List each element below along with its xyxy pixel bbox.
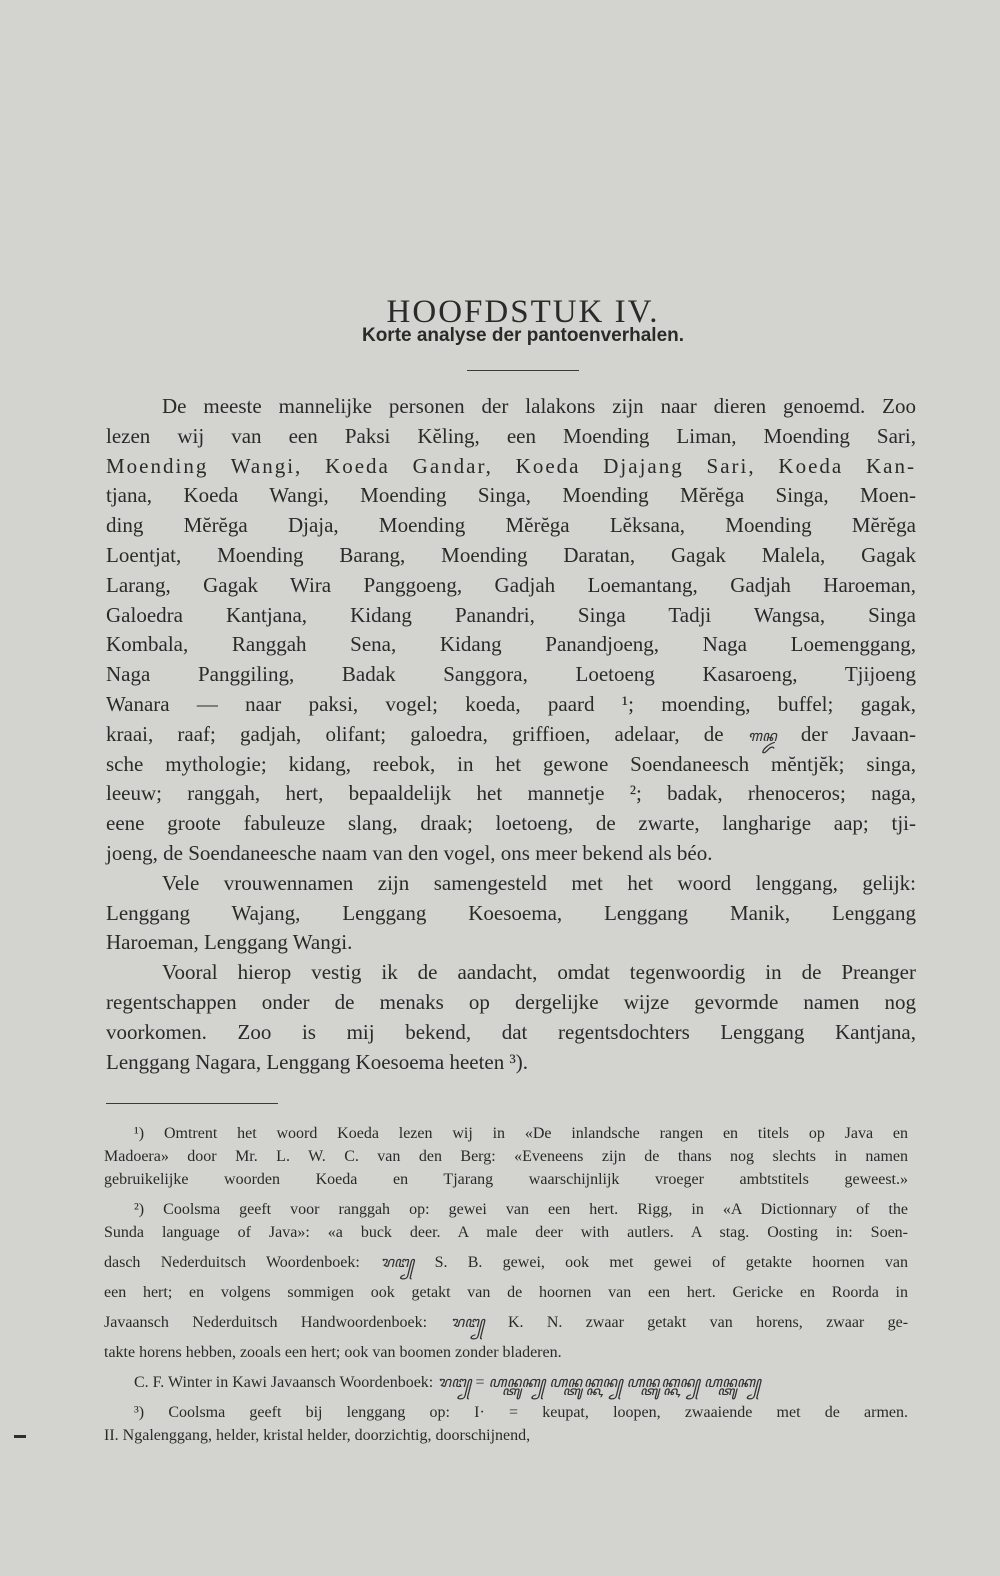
javanese-script: ꦲꦤ꧀ꦠꦸꦏ꧀ ꦲꦤ꧀ꦠꦸꦏ꧀ꦏꦤ꧀ ꦲꦤ꧀ꦠꦸꦏ꧀ꦏꦤ꧀ ꦲꦤ꧀ꦠꦸꦏ꧀ — [488, 1375, 761, 1391]
chapter-subtitle: Korte analyse der pantoenverhalen. — [361, 325, 685, 346]
text-line: Vele vrouwennamen zijn samengesteld met het woord lenggang, gelijk: — [162, 870, 916, 895]
text-line: sche mythologie; kidang, reebok, in het gewone Soendaneesch mĕntjĕk; singa, — [106, 751, 916, 776]
margin-mark — [14, 1435, 26, 1438]
footnote-line: gebruikelijke woorden Koeda en Tjarang waarschijnlijk vroeger ambtstitels geweest.» — [104, 1171, 908, 1188]
text-line: Loentjat, Moending Barang, Moending Daratan, Gagak Malela, Gagak — [106, 542, 916, 567]
text-line: lezen wij van een Paksi Kĕling, een Moending Liman, Moending Sari, — [106, 423, 916, 448]
text-segment: dasch Nederduitsch Woordenboek: — [104, 1254, 360, 1271]
text-segment: C. F. Winter in Kawi Javaansch Woordenboek: — [134, 1374, 434, 1391]
javanese-script: ꦒꦤ꧀ꦢ — [747, 728, 777, 745]
text-segment: der Javaan- — [800, 721, 917, 746]
text-line: Moending Wangi, Koeda Gandar, Koeda Djajang Sari, Koeda Kan- — [106, 453, 916, 478]
chapter-title: HOOFDSTUK IV. — [386, 294, 660, 331]
footnotes — [104, 1122, 908, 1447]
footnote-line: Madoera» door Mr. L. W. C. van den Berg: «Eveneens zijn de thans nog slechts in namen — [104, 1148, 908, 1165]
footnote-line: ³) Coolsma geeft bij lenggang op: I· = keupat, loopen, zwaaiende met de armen. — [134, 1404, 908, 1421]
body-text — [106, 392, 916, 1077]
footnote-line — [104, 1311, 908, 1334]
text-line: Wanara — naar paksi, vogel; koeda, paard ¹; moending, buffel; gagak, — [106, 691, 916, 716]
text-line: tjana, Koeda Wangi, Moending Singa, Moending Mĕrĕga Singa, Moen- — [106, 483, 916, 508]
footnote-line: takte horens hebben, zooals een hert; ook van boomen zonder bladeren. — [104, 1344, 562, 1361]
footnote-line — [104, 1371, 908, 1394]
text-segment: = — [475, 1374, 485, 1391]
text-line — [106, 720, 916, 750]
text-line: Lenggang Wajang, Lenggang Koesoema, Lenggang Manik, Lenggang — [106, 900, 916, 925]
text-line: ding Mĕrĕga Djaja, Moending Mĕrĕga Lĕksana, Moending Mĕrĕga — [106, 513, 916, 538]
text-line: De meeste mannelijke personen der lalakons zijn naar dieren genoemd. Zoo — [162, 394, 916, 418]
text-line: leeuw; ranggah, hert, bepaaldelijk het mannetje ²; badak, rhenoceros; naga, — [106, 781, 916, 806]
text-line: voorkomen. Zoo is mij bekend, dat regentsdochters Lenggang Kantjana, — [106, 1019, 916, 1044]
text-line: regentschappen onder de menaks op dergelijke wijze gevormde namen nog — [106, 989, 916, 1014]
footnote-line: Sunda language of Java»: «a buck deer. A male deer with autlers. A stag. Oosting in: Soen- — [104, 1224, 908, 1241]
footnote-line: ¹) Omtrent het woord Koeda lezen wij in «De inlandsche rangen en titels op Java en — [134, 1125, 908, 1142]
text-line: Larang, Gagak Wira Panggoeng, Gadjah Loemantang, Gadjah Haroeman, — [106, 572, 916, 597]
javanese-script: ꦫꦔ꧀ — [450, 1315, 485, 1331]
text-segment: Javaansch Nederduitsch Handwoordenboek: — [104, 1314, 428, 1331]
text-line: Kombala, Ranggah Sena, Kidang Panandjoeng, Naga Loemenggang, — [106, 632, 916, 657]
footnote-divider — [106, 1103, 278, 1104]
text-line: eene groote fabuleuze slang, draak; loetoeng, de zwarte, langharige aap; tji- — [106, 811, 916, 836]
footnote-line: ²) Coolsma geeft voor ranggah op: gewei van een hert. Rigg, in «A Dictionnary of the — [134, 1201, 908, 1218]
javanese-script: ꦫꦔ꧀ — [437, 1375, 472, 1391]
title-divider — [467, 370, 579, 371]
text-line: Haroeman, Lenggang Wangi. — [106, 930, 353, 955]
text-line: Vooral hierop vestig ik de aandacht, omdat tegenwoordig in de Preanger — [162, 960, 916, 985]
footnote-line: II. Ngalenggang, helder, kristal helder, doorzichtig, doorschijnend, — [104, 1427, 531, 1444]
text-segment: S. B. gewei, ook met gewei of getakte hoornen van — [434, 1254, 909, 1271]
footnote-line: een hert; en volgens sommigen ook getakt van de hoornen van een hert. Gericke en Roorda in — [104, 1284, 908, 1301]
text-line: Naga Panggiling, Badak Sanggora, Loetoeng Kasaroeng, Tjijoeng — [106, 662, 916, 687]
text-segment: K. N. zwaar getakt van horens, zwaar ge- — [507, 1314, 909, 1331]
text-line: joeng, de Soendaneesche naam van den vogel, ons meer bekend als béo. — [106, 840, 713, 865]
javanese-script: ꦫꦔ꧀ — [380, 1255, 415, 1271]
text-line: Galoedra Kantjana, Kidang Panandri, Singa Tadji Wangsa, Singa — [106, 602, 916, 627]
text-segment: kraai, raaf; gadjah, olifant; galoedra, griffioen, adelaar, de — [106, 721, 724, 746]
footnote-line — [104, 1251, 908, 1274]
text-line: Lenggang Nagara, Lenggang Koesoema heeten ³). — [106, 1049, 529, 1074]
